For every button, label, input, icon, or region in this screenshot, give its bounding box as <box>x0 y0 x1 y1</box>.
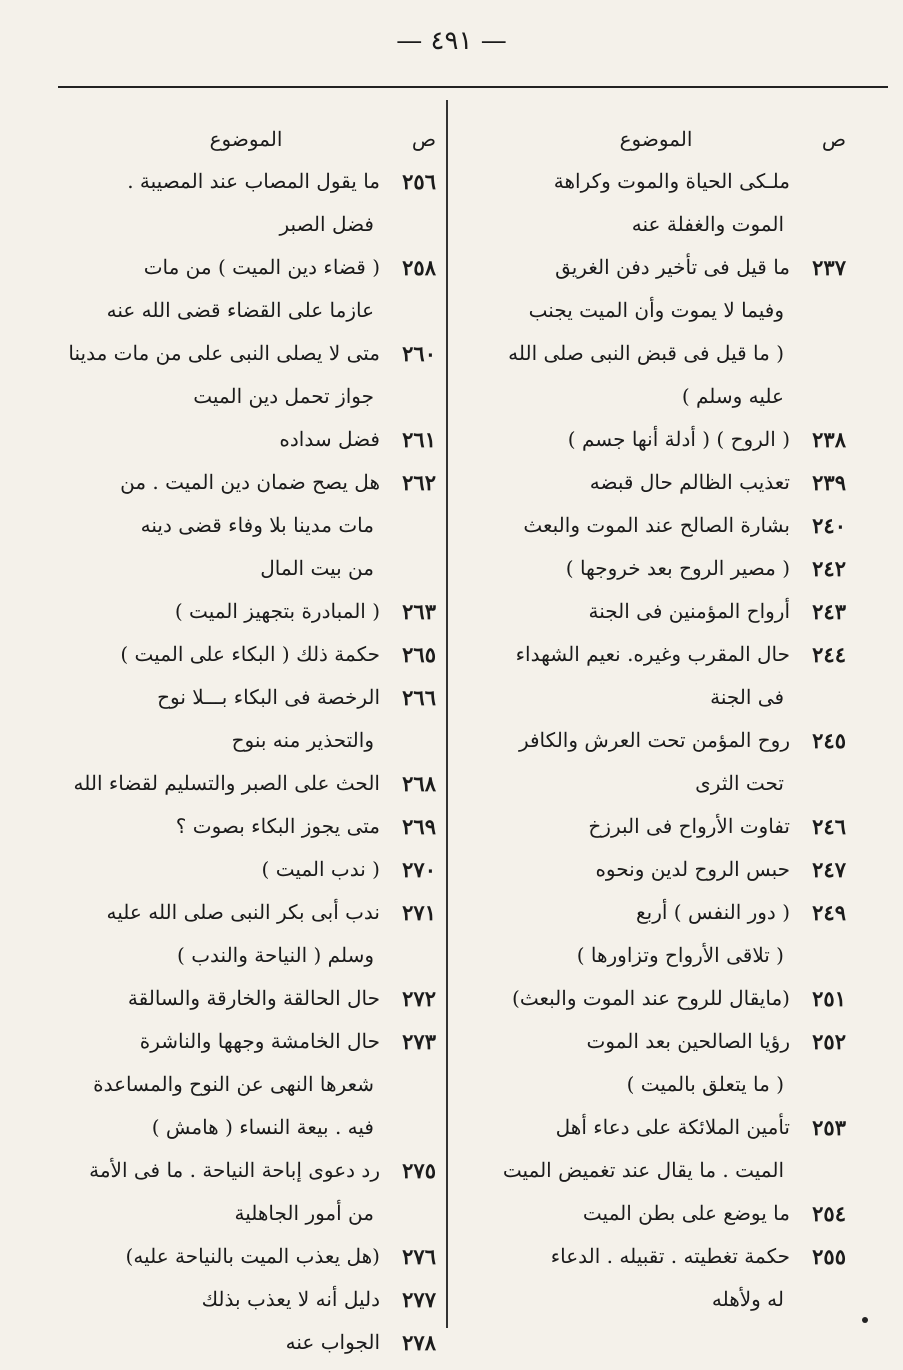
index-entry <box>52 762 436 805</box>
entry-topic-line: دليل أنه لا يعذب بذلك <box>201 1287 380 1311</box>
margin-dot <box>862 1317 868 1323</box>
index-entry <box>462 719 846 805</box>
entry-topic <box>52 461 380 590</box>
index-entry <box>52 461 436 590</box>
entry-topic-line: الحث على الصبر والتسليم لقضاء الله <box>73 771 380 795</box>
entry-topic <box>52 1321 380 1364</box>
entry-page-number: ٢٧٣ <box>402 1029 436 1054</box>
entry-topic-line: ندب أبى بكر النبى صلى الله عليه <box>106 900 380 924</box>
entry-topic <box>462 160 790 246</box>
entry-page-number: ٢٤٧ <box>812 857 846 882</box>
entry-page-number: ٢٦٣ <box>402 599 436 624</box>
entry-topic <box>52 977 380 1020</box>
index-entry <box>52 676 436 762</box>
entry-topic-line: ( المبادرة بتجهيز الميت ) <box>174 599 380 623</box>
entry-topic <box>462 719 790 805</box>
entry-topic-line: تعذيب الظالم حال قبضه <box>589 470 790 494</box>
entry-topic <box>52 1235 380 1278</box>
entry-page-number: ٢٦٥ <box>402 642 436 667</box>
entry-page-number: ٢٧٦ <box>402 1244 436 1269</box>
entry-page-number: ٢٣٩ <box>812 470 846 495</box>
entry-topic <box>462 891 790 977</box>
entry-page-number: ٢٥٤ <box>812 1201 846 1226</box>
entry-page-number: ٢٤٦ <box>812 814 846 839</box>
entry-topic-line: والتحذير منه بنوح <box>231 728 374 752</box>
entry-page-number: ٢٥٨ <box>402 255 436 280</box>
entry-page-number: ٢٣٨ <box>812 427 846 452</box>
entry-topic <box>462 1192 790 1235</box>
entry-topic-line: ما يوضع على بطن الميت <box>582 1201 790 1225</box>
entry-topic <box>52 418 380 461</box>
entry-topic <box>52 1278 380 1321</box>
entry-page-number: ٢٦٠ <box>402 341 436 366</box>
entry-topic <box>462 977 790 1020</box>
entry-page-number: ٢٥٣ <box>812 1115 846 1140</box>
entry-topic <box>462 418 790 461</box>
entry-topic-line: وفيما لا يموت وأن الميت يجنب <box>528 298 784 322</box>
entry-topic-line: ( ندب الميت ) <box>261 857 380 881</box>
index-entry <box>52 332 436 418</box>
entry-topic-line: (هل يعذب الميت بالنياحة عليه) <box>125 1244 380 1268</box>
entry-topic-line: من بيت المال <box>260 556 374 580</box>
entry-topic-line: حكمة تغطيته . تقبيله . الدعاء <box>550 1244 790 1268</box>
index-entry <box>462 246 846 418</box>
header-topic-label: الموضوع <box>619 127 693 151</box>
entry-page-number: ٢٦٨ <box>402 771 436 796</box>
entry-topic-line: تأمين الملائكة على دعاء أهل <box>555 1115 790 1139</box>
entry-page-number: ٢٥٢ <box>812 1029 846 1054</box>
entry-topic <box>52 805 380 848</box>
index-entry <box>462 418 846 461</box>
entry-topic-line: ما يقول المصاب عند المصيبة . <box>127 169 380 193</box>
entry-topic <box>52 891 380 977</box>
entry-topic-line: (مايقال للروح عند الموت والبعث) <box>512 986 790 1010</box>
entry-page-number: ٢٦٩ <box>402 814 436 839</box>
entry-page-number: ٢٧٨ <box>402 1330 436 1355</box>
index-entry <box>462 160 846 246</box>
entry-page-number: ٢٧١ <box>402 900 436 925</box>
index-entry <box>52 590 436 633</box>
index-entry <box>52 891 436 977</box>
entry-topic <box>52 160 380 246</box>
entry-topic-line: ( ما قيل فى قبض النبى صلى الله <box>508 341 784 365</box>
entry-topic-line: ما قيل فى تأخير دفن الغريق <box>555 255 790 279</box>
entry-topic <box>52 1149 380 1235</box>
entry-topic-line: عازما على القضاء قضى الله عنه <box>106 298 374 322</box>
index-entry <box>52 160 436 246</box>
entry-topic <box>462 504 790 547</box>
header-topic-label: الموضوع <box>209 127 283 151</box>
entry-topic <box>462 848 790 891</box>
index-entry <box>52 805 436 848</box>
entry-topic-line: ( الروح ) ( أدلة أنها جسم ) <box>567 427 790 451</box>
entry-topic <box>462 1235 790 1321</box>
index-entry <box>462 848 846 891</box>
index-entry <box>462 504 846 547</box>
entry-topic-line: حبس الروح لدين ونحوه <box>595 857 790 881</box>
entry-page-number: ٢٤٣ <box>812 599 846 624</box>
entry-topic <box>52 762 380 805</box>
entry-topic-line: الرخصة فى البكاء بـــلا نوح <box>157 685 380 709</box>
entry-topic-line: رؤيا الصالحين بعد الموت <box>586 1029 790 1053</box>
index-entry <box>52 1235 436 1278</box>
entry-topic-line: متى لا يصلى النبى على من مات مدينا <box>68 341 380 365</box>
page-number: — ٤٩١ — <box>396 26 507 56</box>
index-entry <box>462 891 846 977</box>
column-divider <box>446 100 448 1328</box>
entry-topic-line: ( ما يتعلق بالميت ) <box>626 1072 784 1096</box>
entry-topic-line: رد دعوى إباحة النياحة . ما فى الأمة <box>89 1158 380 1182</box>
index-entry <box>52 848 436 891</box>
left-column <box>52 118 436 1364</box>
entry-topic <box>52 848 380 891</box>
entry-topic-line: فضل الصبر <box>279 212 374 236</box>
entry-topic-line: ( تلاقى الأرواح وتزاورها ) <box>576 943 784 967</box>
entries-list <box>462 160 846 1321</box>
entry-topic-line: جواز تحمل دين الميت <box>193 384 374 408</box>
column-header <box>462 118 846 160</box>
entry-topic <box>462 246 790 418</box>
entry-topic <box>462 1020 790 1106</box>
entry-topic <box>52 633 380 676</box>
entry-topic-line: ملـكى الحياة والموت وكراهة <box>553 169 790 193</box>
entry-page-number: ٢٥٥ <box>812 1244 846 1269</box>
index-entry <box>52 1149 436 1235</box>
entry-topic-line: حال الخامشة وجهها والناشرة <box>139 1029 380 1053</box>
entry-page-number: ٢٧٠ <box>402 857 436 882</box>
entry-topic-line: بشارة الصالح عند الموت والبعث <box>523 513 790 537</box>
entry-topic-line: له ولأهله <box>711 1287 784 1311</box>
index-entry <box>462 547 846 590</box>
header-page-label: ص <box>411 127 436 151</box>
index-entry <box>52 418 436 461</box>
index-entry <box>52 1020 436 1149</box>
entry-topic-line: ( قضاء دين الميت ) من مات <box>143 255 380 279</box>
header-page-label: ص <box>821 127 846 151</box>
entry-topic-line: فى الجنة <box>710 685 784 709</box>
entry-topic <box>52 590 380 633</box>
entry-topic <box>462 547 790 590</box>
entry-topic-line: حال الحالقة والخارقة والسالقة <box>127 986 380 1010</box>
index-entry <box>462 1235 846 1321</box>
entry-topic-line: روح المؤمن تحت العرش والكافر <box>518 728 790 752</box>
index-entry <box>462 633 846 719</box>
right-column <box>462 118 846 1321</box>
index-entry <box>52 1278 436 1321</box>
entry-page-number: ٢٦١ <box>402 427 436 452</box>
top-rule <box>58 86 888 88</box>
entry-page-number: ٢٦٢ <box>402 470 436 495</box>
index-entry <box>462 977 846 1020</box>
entry-topic-line: من أمور الجاهلية <box>234 1201 374 1225</box>
entry-page-number: ٢٥٦ <box>402 169 436 194</box>
index-entry <box>462 590 846 633</box>
entry-page-number: ٢٤٥ <box>812 728 846 753</box>
index-entry <box>52 1321 436 1364</box>
index-entry <box>52 246 436 332</box>
index-entry <box>462 805 846 848</box>
entry-topic-line: الجواب عنه <box>285 1330 380 1354</box>
entry-page-number: ٢٦٦ <box>402 685 436 710</box>
entry-page-number: ٢٧٥ <box>402 1158 436 1183</box>
entry-topic-line: الموت والغفلة عنه <box>631 212 784 236</box>
entry-topic-line: عليه وسلم ) <box>681 384 784 408</box>
column-header <box>52 118 436 160</box>
entry-topic <box>52 1020 380 1149</box>
entry-topic <box>52 332 380 418</box>
entry-topic-line: وسلم ( النياحة والندب ) <box>177 943 374 967</box>
entry-topic-line: حال المقرب وغيره. نعيم الشهداء <box>515 642 790 666</box>
entry-page-number: ٢٤٠ <box>812 513 846 538</box>
entry-topic <box>462 461 790 504</box>
entry-page-number: ٢٤٢ <box>812 556 846 581</box>
entry-topic-line: فضل سداده <box>279 427 380 451</box>
entry-topic-line: ( مصير الروح بعد خروجها ) <box>565 556 790 580</box>
entry-page-number: ٢٣٧ <box>812 255 846 280</box>
entry-page-number: ٢٥١ <box>812 986 846 1011</box>
index-entry <box>52 977 436 1020</box>
entry-topic-line: الميت . ما يقال عند تغميض الميت <box>502 1158 784 1182</box>
entry-topic-line: هل يصح ضمان دين الميت . من <box>120 470 380 494</box>
index-entry <box>462 1020 846 1106</box>
entry-topic-line: حكمة ذلك ( البكاء على الميت ) <box>120 642 380 666</box>
entry-topic <box>462 1106 790 1192</box>
entry-topic-line: ( دور النفس ) أربع <box>636 900 790 924</box>
index-entry <box>462 1106 846 1192</box>
entry-topic-line: متى يجوز البكاء بصوت ؟ <box>175 814 380 838</box>
index-entry <box>52 633 436 676</box>
entry-page-number: ٢٧٧ <box>402 1287 436 1312</box>
entry-page-number: ٢٤٤ <box>812 642 846 667</box>
entry-topic-line: شعرها النهى عن النوح والمساعدة <box>93 1072 374 1096</box>
entry-topic <box>462 633 790 719</box>
entry-page-number: ٢٤٩ <box>812 900 846 925</box>
entry-topic <box>52 246 380 332</box>
entry-topic-line: تفاوت الأرواح فى البرزخ <box>588 814 790 838</box>
entry-topic-line: تحت الثرى <box>695 771 784 795</box>
entry-topic-line: فيه . بيعة النساء ( هامش ) <box>151 1115 374 1139</box>
entry-page-number: ٢٧٢ <box>402 986 436 1011</box>
entry-topic <box>462 590 790 633</box>
index-entry <box>462 1192 846 1235</box>
entry-topic <box>462 805 790 848</box>
entry-topic-line: مات مدينا بلا وفاء قضى دينه <box>140 513 374 537</box>
entries-list <box>52 160 436 1364</box>
entry-topic-line: أرواح المؤمنين فى الجنة <box>588 599 790 623</box>
index-entry <box>462 461 846 504</box>
entry-topic <box>52 676 380 762</box>
